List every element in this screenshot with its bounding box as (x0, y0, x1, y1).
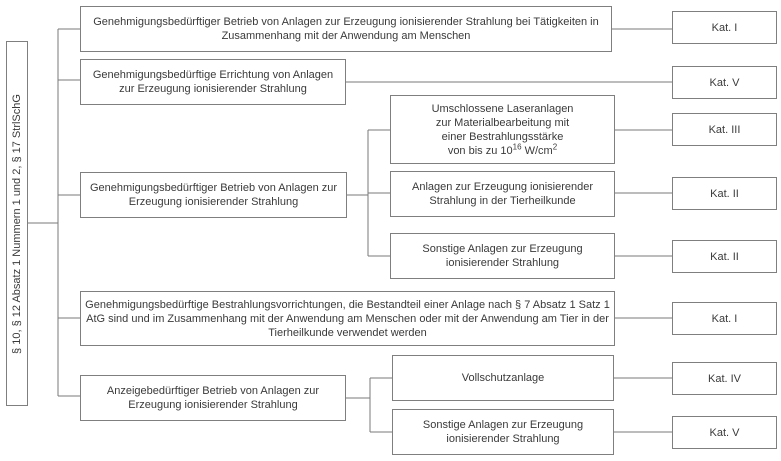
category-badge: Kat. I (672, 11, 777, 44)
category-badge: Kat. II (672, 240, 777, 273)
node-operation-approval: Genehmigungsbedürftiger Betrieb von Anlagen zur Erzeugung ionisierender Strahlung (80, 172, 347, 218)
category-badge: Kat. III (672, 113, 777, 146)
legal-basis-text: § 10, § 12 Absatz 1 Nummern 1 und 2, § 17 StrlSchG (11, 93, 23, 354)
node-notifiable-operation: Anzeigebedürftiger Betrieb von Anlagen zur Erzeugung ionisierender Strahlung (80, 375, 346, 421)
category-badge: Kat. IV (672, 362, 777, 395)
legal-basis-label (6, 41, 28, 406)
node-full-protection-system: Vollschutzanlage (392, 355, 614, 401)
node-other-systems-notifiable: Sonstige Anlagen zur Erzeugung ionisierender Strahlung (392, 409, 614, 455)
category-badge: Kat. II (672, 177, 777, 210)
node-construction-approval: Genehmigungsbedürftige Errichtung von Anlagen zur Erzeugung ionisierender Strahlung (80, 59, 346, 105)
node-operation-human-application: Genehmigungsbedürftiger Betrieb von Anlagen zur Erzeugung ionisierender Strahlung bei Tätigkeiten in Zusammenhang mit der Anwendung am Menschen (80, 6, 612, 52)
category-badge: Kat. V (672, 66, 777, 99)
category-badge: Kat. I (672, 302, 777, 335)
category-badge: Kat. V (672, 416, 777, 449)
node-veterinary-systems: Anlagen zur Erzeugung ionisierender Strahlung in der Tierheilkunde (390, 171, 615, 217)
node-other-systems-approval: Sonstige Anlagen zur Erzeugung ionisierender Strahlung (390, 233, 615, 279)
node-laser-systems: Umschlossene Laseranlagen zur Materialbearbeitung mit einer Bestrahlungsstärke von bis zu $10^{16}$ $W/cm^2$ (390, 95, 615, 164)
node-irradiation-devices: Genehmigungsbedürftige Bestrahlungsvorrichtungen, die Bestandteil einer Anlage nach § 7 Absatz 1 Satz 1 AtG sind und im Zusammenhang mit der Anwendung am Menschen oder mit der Anwendung am Tier in der Tierheilkunde verwendet werden (80, 291, 615, 346)
